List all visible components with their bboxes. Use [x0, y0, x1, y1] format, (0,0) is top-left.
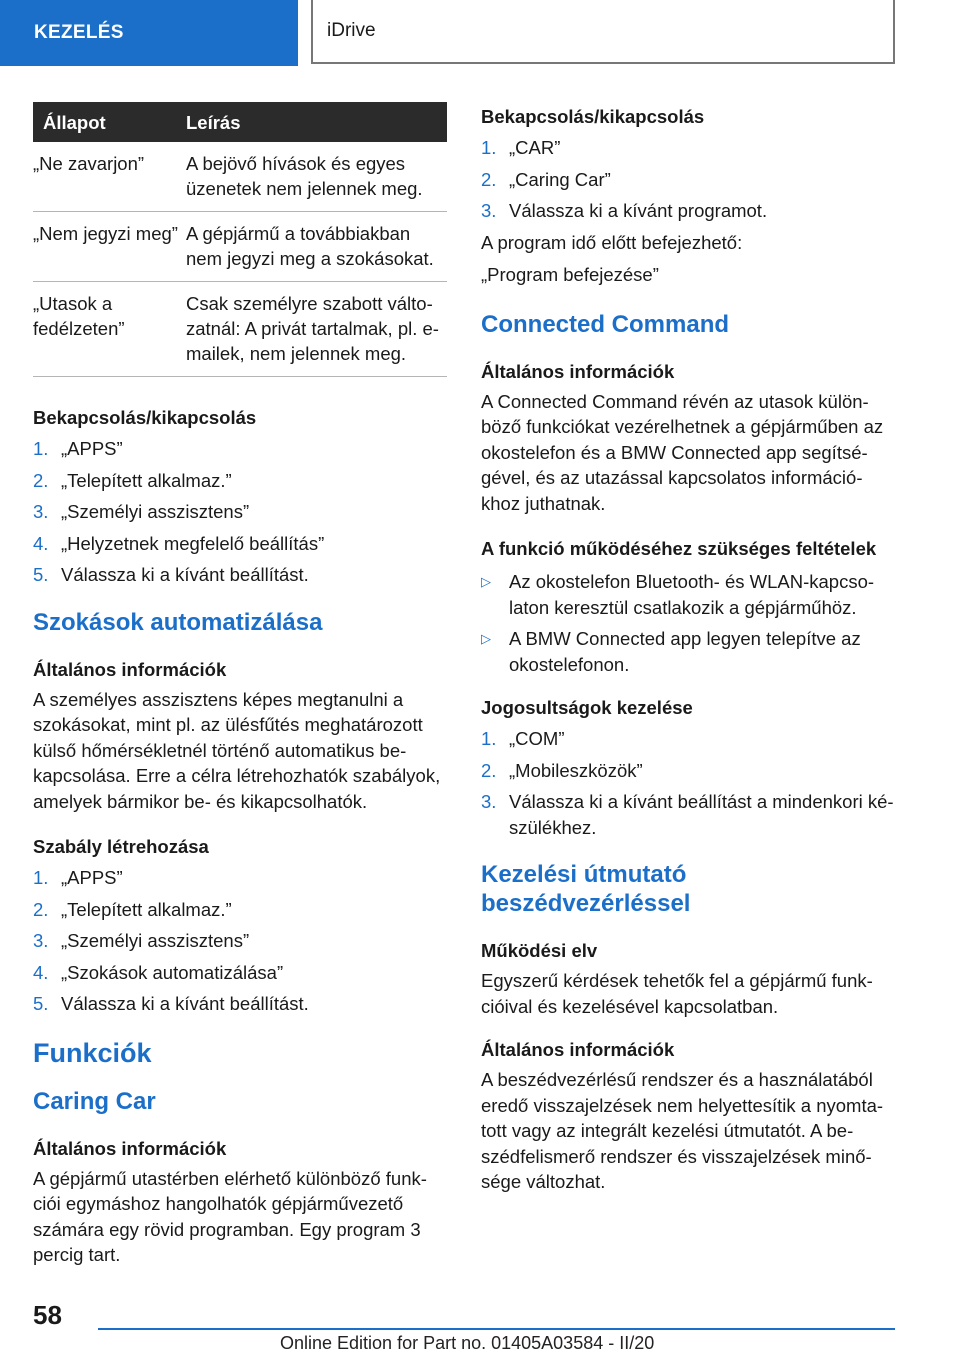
- caring-car-heading: Caring Car: [33, 1087, 156, 1115]
- table-cell-state: „Nem jegyzi meg”: [33, 212, 186, 282]
- voice-info-text: A beszédvezérlésű rendszer és a használatából eredő visszajelzések nem helyettesítik a nyomta-tott vagy az integrált kezelési útmutatót. A be-szédfelismerő rendszer és visszajelzések minő-sége változhat.: [481, 1069, 884, 1192]
- list-item: 2. „Caring Car”: [481, 168, 611, 190]
- list-item: 1. „APPS”: [33, 867, 123, 888]
- early-end-text: A program idő előtt befejezhető:: [481, 231, 743, 253]
- table-cell-desc: Csak személyre szabott válto-zatnál: A privát tartalmak, pl. e-mailek, nem jelennek meg.: [186, 282, 447, 377]
- permissions-steps: [481, 726, 895, 840]
- requirements-heading: A funkció működéséhez szükséges feltételek: [481, 538, 877, 559]
- list-item: 4. „Helyzetnek megfelelő beállítás”: [33, 532, 325, 554]
- cc-info-text: A Connected Command révén az utasok külön-böző funkciókat vezérelhetnek a gépjárműben az okostelefon és a BMW Connected app segítsé-gével, és az utazással kapcsolatos információ-khoz juthatnak.: [481, 390, 884, 514]
- list-item: 1. „APPS”: [33, 438, 123, 459]
- early-end-value: „Program befejezése”: [481, 264, 659, 285]
- onoff-heading: Bekapcsolás/kikapcsolás: [481, 106, 705, 127]
- requirements-list: [481, 569, 895, 677]
- table-row: [33, 212, 447, 282]
- list-item: 3. Válassza ki a kívánt programot.: [481, 200, 768, 221]
- list-item: 2. „Mobileszközök”: [481, 759, 643, 781]
- table-cell-desc: A gépjármű a továbbiakban nem jegyzi meg a szokásokat.: [186, 212, 447, 282]
- list-item: 1. „CAR”: [481, 137, 561, 158]
- onoff-heading: Bekapcsolás/kikapcsolás: [33, 407, 257, 428]
- caring-info-text: A gépjármű utastérben elérhető különböző funk-ciói egymáshoz hangolhatók gépjárművezető számára egy rövid programban. Egy program 3 percig tart.: [33, 1167, 427, 1265]
- list-item: 5. Válassza ki a kívánt beállítást.: [33, 993, 309, 1014]
- header-section: KEZELÉS: [0, 0, 298, 66]
- list-item: ▷ Az okostelefon Bluetooth- és WLAN-kapcso-laton keresztül csatlakozik a gépjárműhöz.: [481, 571, 875, 618]
- table-header-desc: Leírás: [186, 102, 447, 142]
- cc-info-heading: Általános információk: [481, 360, 675, 382]
- triangle-bullet-icon: ▷: [481, 574, 491, 589]
- list-item: 3. „Személyi asszisztens”: [33, 930, 250, 951]
- page-number: 58: [33, 1300, 62, 1330]
- list-item: 4. „Szokások automatizálása”: [33, 961, 284, 983]
- habits-info-heading: Általános információk: [33, 658, 227, 680]
- footer-edition: Online Edition for Part no. 01405A03584 - II/20: [280, 1333, 655, 1353]
- permissions-heading: Jogosultságok kezelése: [481, 697, 693, 718]
- list-item: 2. „Telepített alkalmaz.”: [33, 898, 232, 920]
- rule-heading: Szabály létrehozása: [33, 836, 209, 857]
- voice-guide-heading: Kezelési útmutató beszédvezérléssel: [481, 861, 691, 917]
- list-item: 5. Válassza ki a kívánt beállítást.: [33, 564, 309, 585]
- rule-steps: [33, 865, 447, 1017]
- functions-heading: Funkciók: [33, 1037, 152, 1068]
- footer-divider: [98, 1328, 895, 1330]
- status-table: [33, 102, 447, 377]
- caring-info-heading: Általános információk: [33, 1137, 227, 1159]
- header-chapter: iDrive: [311, 0, 895, 64]
- triangle-bullet-icon: ▷: [481, 631, 491, 646]
- onoff-steps: [481, 135, 895, 224]
- list-item: 2. „Telepített alkalmaz.”: [33, 469, 232, 491]
- table-cell-desc: A bejövő hívások és egyes üzenetek nem jelennek meg.: [186, 142, 447, 212]
- table-row: [33, 142, 447, 212]
- voice-info-heading: Általános információk: [481, 1039, 675, 1060]
- principle-heading: Működési elv: [481, 940, 598, 961]
- table-header-state: Állapot: [33, 102, 186, 142]
- principle-text: Egyszerű kérdések tehetők fel a gépjármű funk-cióival és kezelésével kapcsolatban.: [481, 970, 873, 1017]
- connected-command-heading: Connected Command: [481, 310, 730, 338]
- list-item: ▷ A BMW Connected app legyen telepítve az okostelefonon.: [481, 628, 861, 675]
- table-cell-state: „Utasok a fedélzeten”: [33, 282, 186, 377]
- habits-info-text: A személyes asszisztens képes megtanulni a szokásokat, mint pl. az ülésfűtés meghatározott külső hőmérsékletnél történő automatikus be-kapcsolása. Erre a célra létrehozhatók szabályok, amelyek bármikor be- és kikapcsolhatók.: [33, 688, 441, 812]
- left-column: [33, 102, 447, 1268]
- table-cell-state: „Ne zavarjon”: [33, 142, 186, 212]
- list-item: 1. „COM”: [481, 728, 565, 749]
- habits-heading: Szokások automatizálása: [33, 608, 323, 636]
- right-column: [481, 104, 895, 1195]
- list-item: 3. Válassza ki a kívánt beállítást a mindenkori ké-szülékhez.: [481, 791, 894, 838]
- onoff-steps: [33, 436, 447, 588]
- table-row: [33, 282, 447, 377]
- list-item: 3. „Személyi asszisztens”: [33, 501, 250, 522]
